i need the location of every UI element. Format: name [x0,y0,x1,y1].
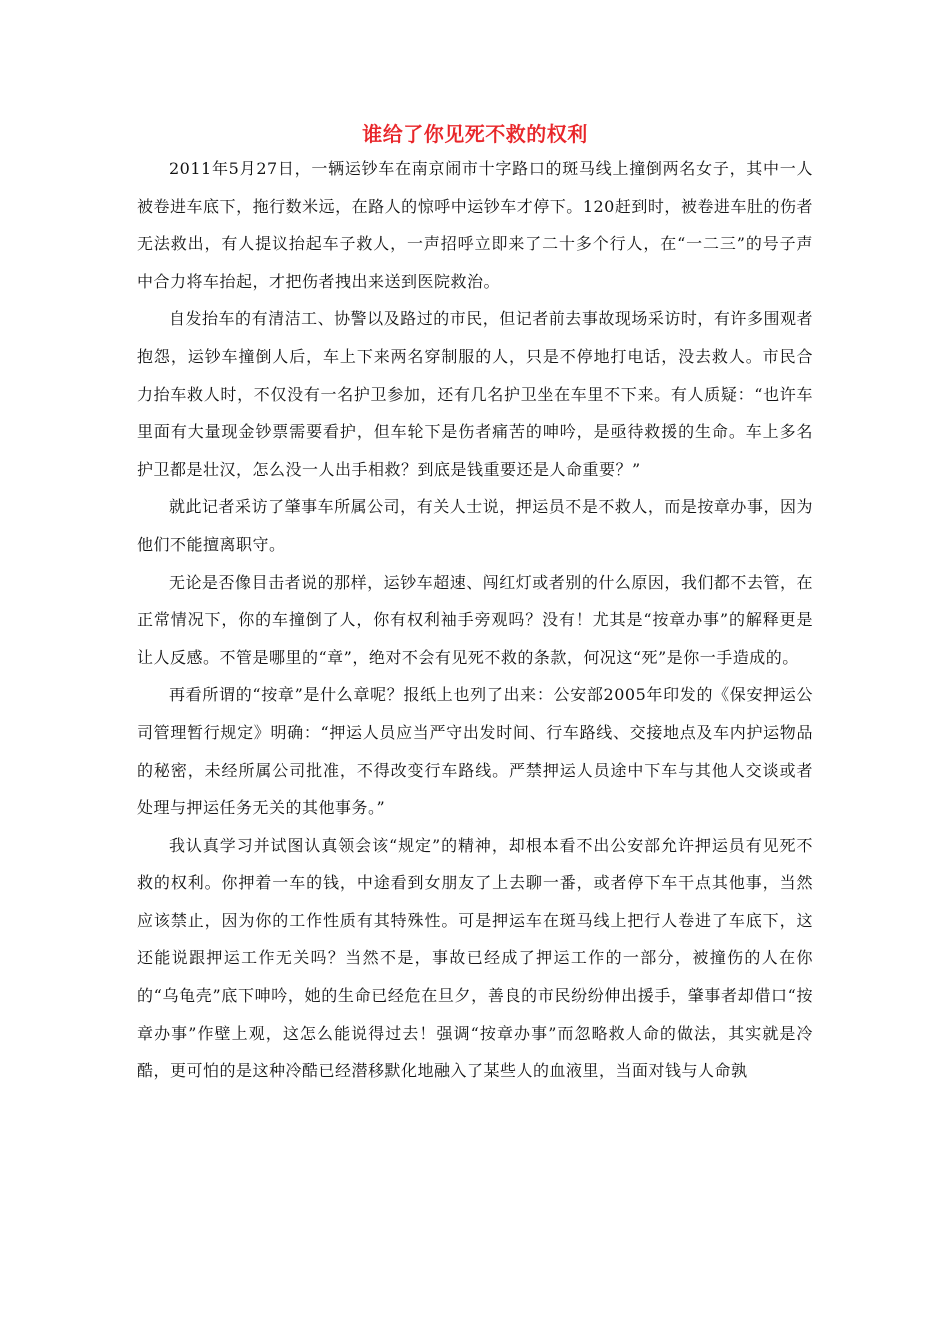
document-title: 谁给了你见死不救的权利 [362,122,588,146]
paragraph-6: 我认真学习并试图认真领会该“规定”的精神，却根本看不出公安部允许押运员有见死不救的权利。你押着一车的钱，中途看到女朋友了上去聊一番，或者停下车干点其他事，当然应该禁止，因为你的工作性质有其特殊性。可是押运车在斑马线上把行人卷进了车底下，这还能说跟押运工作无关吗？当然不是，事故已经成了押运工作的一部分，被撞伤的人在你的“乌龟壳”底下呻吟，她的生命已经危在旦夕，善良的市民纷纷伸出援手，肇事者却借口“按章办事”作壁上观，这怎么能说得过去！强调“按章办事”而忽略救人命的做法，其实就是冷酷，更可怕的是这种冷酷已经潜移默化地融入了某些人的血液里，当面对钱与人命孰 [137,835,813,1081]
document-page [137,118,813,1090]
paragraph-1: 2011年5月27日，一辆运钞车在南京闹市十字路口的斑马线上撞倒两名女子，其中一人被卷进车底下，拖行数米远，在路人的惊呼中运钞车才停下。120赶到时，被卷进车肚的伤者无法救出，有人提议抬起车子救人，一声招呼立即来了二十多个行人，在“一二三”的号子声中合力将车抬起，才把伤者拽出来送到医院救治。 [137,159,813,291]
paragraph-3: 就此记者采访了肇事车所属公司，有关人士说，押运员不是不救人，而是按章办事，因为他们不能擅离职守。 [137,497,813,554]
paragraph-5: 再看所谓的“按章”是什么章呢？报纸上也列了出来：公安部2005年印发的《保安押运公司管理暂行规定》明确：“押运人员应当严守出发时间、行车路线、交接地点及车内护运物品的秘密，未经所属公司批准，不得改变行车路线。严禁押运人员途中下车与其他人交谈或者处理与押运任务无关的其他事务。” [137,685,813,818]
paragraph-2: 自发抬车的有清洁工、协警以及路过的市民，但记者前去事故现场采访时，有许多围观者抱怨，运钞车撞倒人后，车上下来两名穿制服的人，只是不停地打电话，没去救人。市民合力抬车救人时，不仅没有一名护卫参加，还有几名护卫坐在车里不下来。有人质疑：“也许车里面有大量现金钞票需要看护，但车轮下是伤者痛苦的呻吟，是亟待救援的生命。车上多名护卫都是壮汉，怎么没一人出手相救？到底是钱重要还是人命重要？” [137,309,813,479]
paragraph-4: 无论是否像目击者说的那样，运钞车超速、闯红灯或者别的什么原因，我们都不去管，在正常情况下，你的车撞倒了人，你有权利袖手旁观吗？没有！尤其是“按章办事”的解释更是让人反感。不管是哪里的“章”，绝对不会有见死不救的条款，何况这“死”是你一手造成的。 [137,572,813,667]
